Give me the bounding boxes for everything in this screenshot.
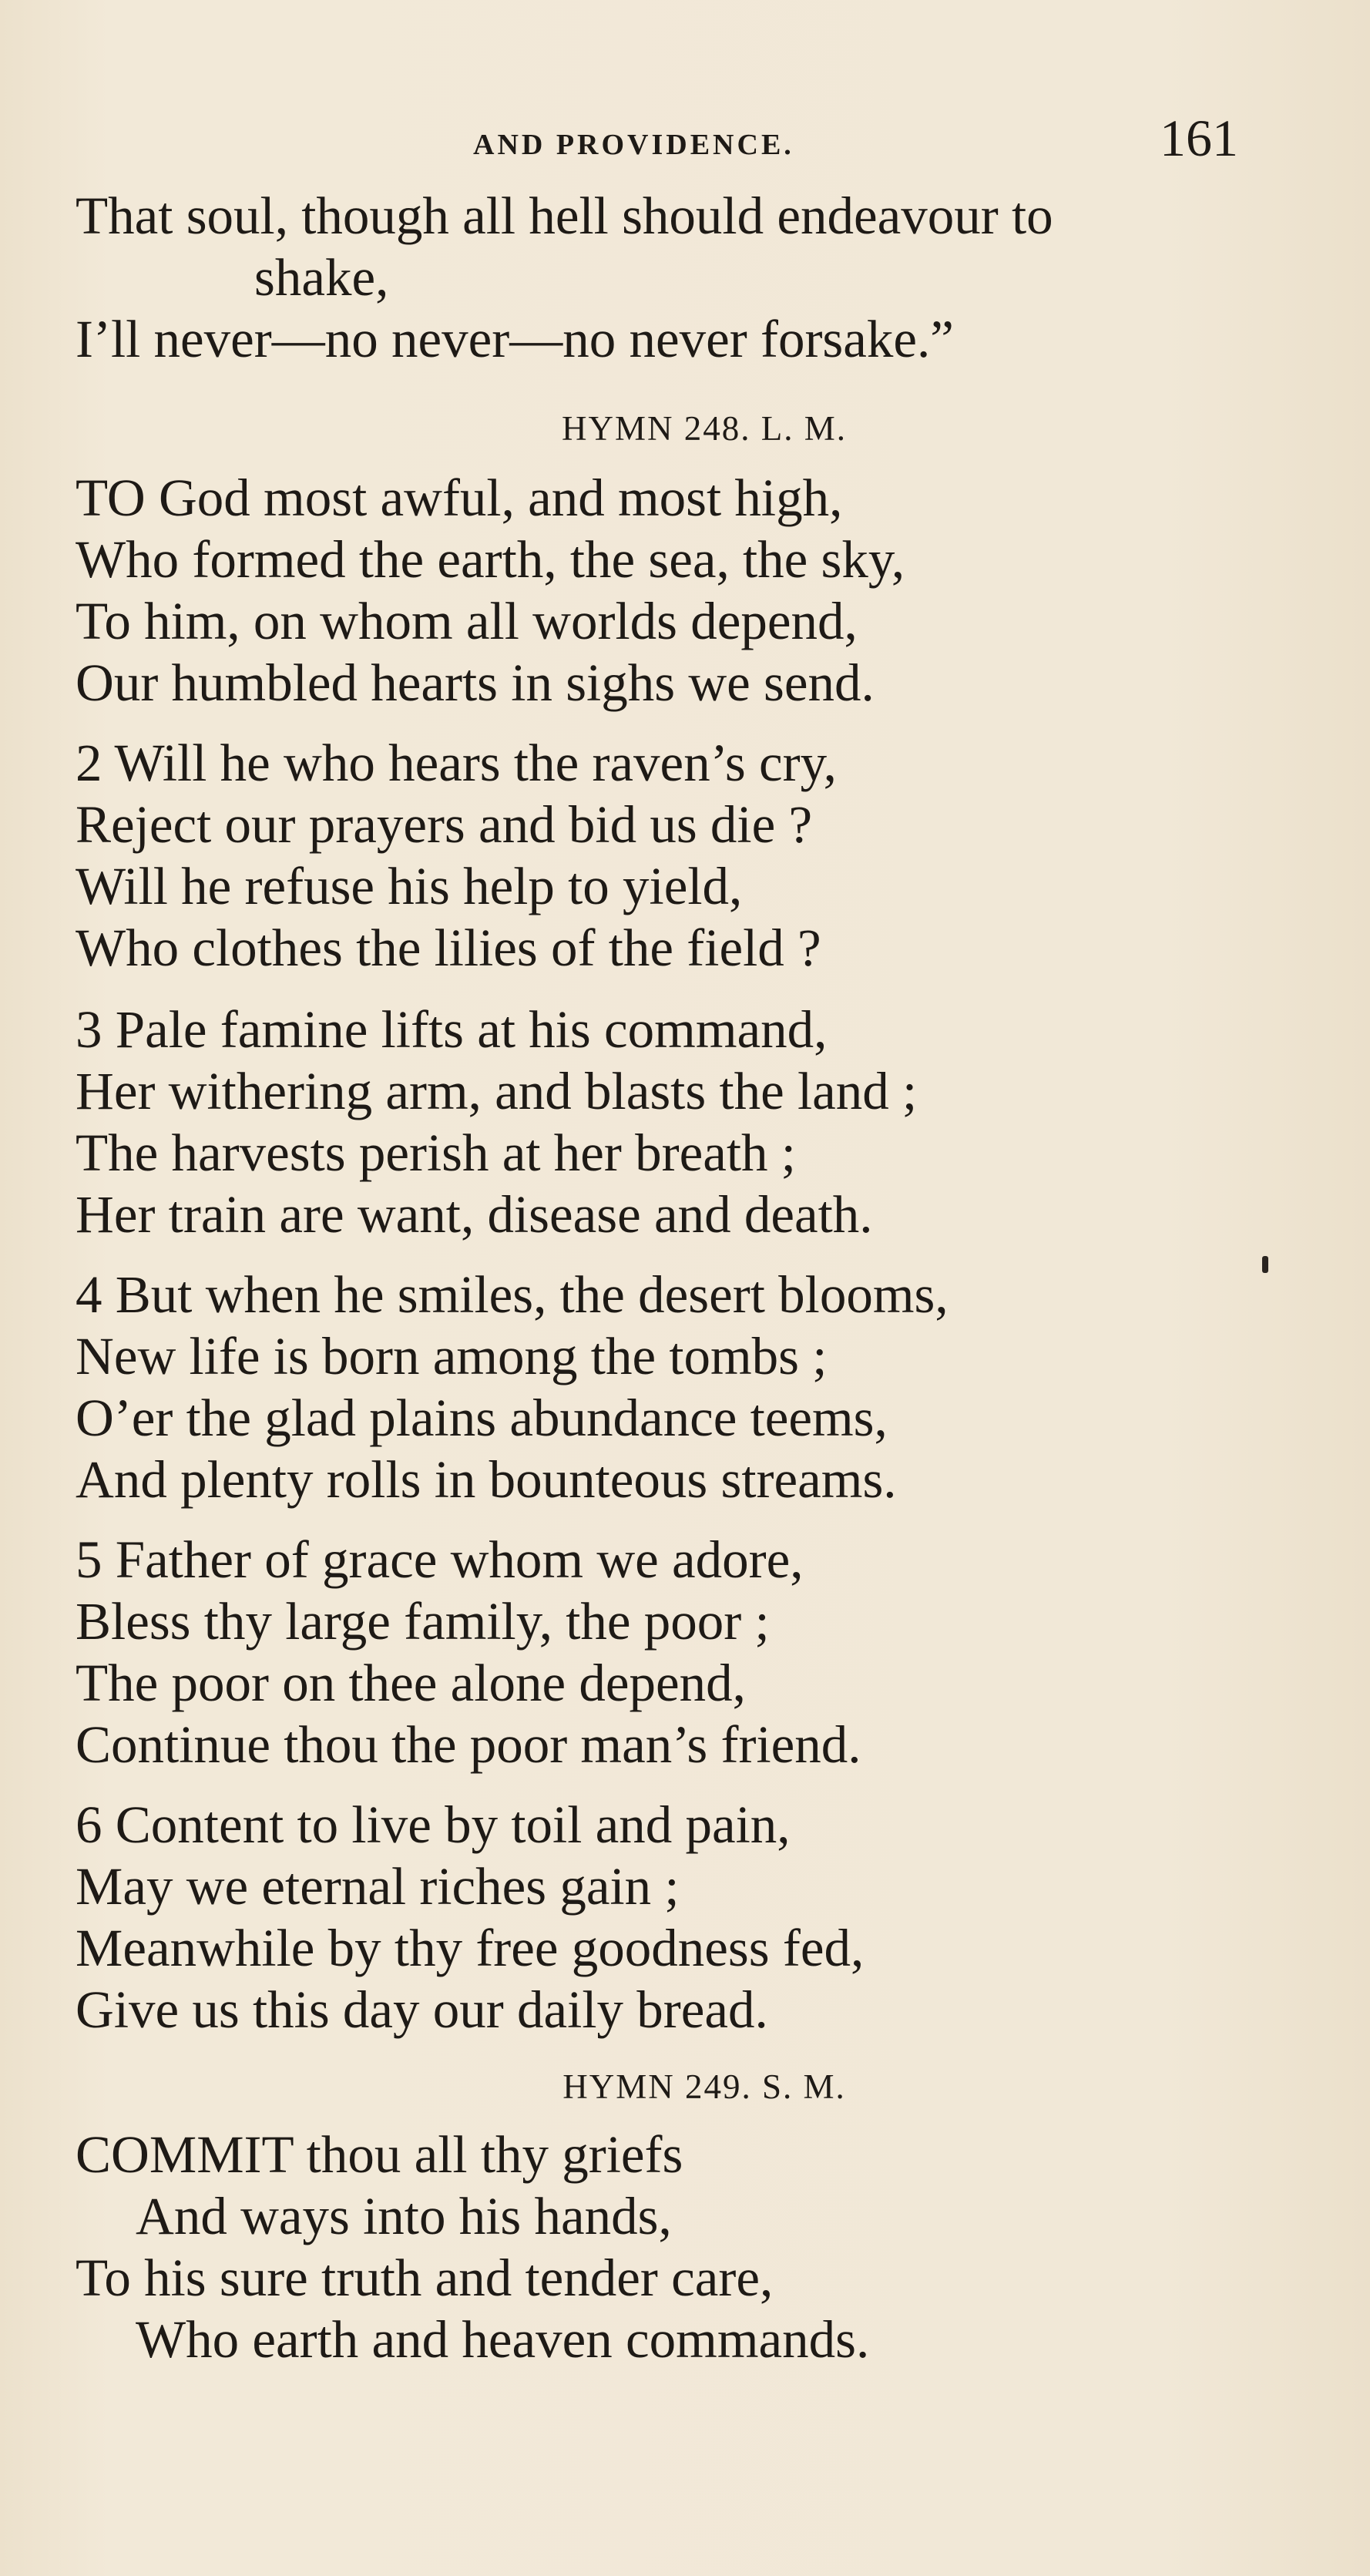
verse-line: And ways into his hands, xyxy=(136,2187,672,2245)
verse-line: 5 Father of grace whom we adore, xyxy=(76,1530,804,1589)
verse-line: Give us this day our daily bread. xyxy=(76,1980,768,2039)
verse-line: And plenty rolls in bounteous streams. xyxy=(76,1450,897,1509)
verse-line: Bless thy large family, the poor ; xyxy=(76,1592,770,1651)
verse-line: Our humbled hearts in sighs we send. xyxy=(76,653,875,712)
verse-line: May we eternal riches gain ; xyxy=(76,1857,680,1916)
verse-line: 3 Pale famine lifts at his command, xyxy=(76,1000,828,1059)
continuation-line: That soul, though all hell should endeavour to xyxy=(76,186,1053,245)
hymn-heading: HYMN 249. S. M. xyxy=(562,2067,846,2106)
verse-line: 2 Will he who hears the raven’s cry, xyxy=(76,734,837,792)
verse-line: Will he refuse his help to yield, xyxy=(76,857,743,915)
verse-line: New life is born among the tombs ; xyxy=(76,1327,828,1385)
verse-line: The poor on thee alone depend, xyxy=(76,1654,746,1712)
verse-line: Who formed the earth, the sea, the sky, xyxy=(76,530,905,589)
verse-line: To his sure truth and tender care, xyxy=(76,2249,774,2307)
verse-line: Continue thou the poor man’s friend. xyxy=(76,1715,861,1774)
verse-line: TO God most awful, and most high, xyxy=(76,469,843,527)
verse-line: Her withering arm, and blasts the land ; xyxy=(76,1062,918,1120)
running-head: AND PROVIDENCE. xyxy=(473,129,794,161)
ink-speck xyxy=(1262,1256,1268,1273)
verse-line: Her train are want, disease and death. xyxy=(76,1185,873,1244)
verse-line: Reject our prayers and bid us die ? xyxy=(76,795,813,854)
verse-line: 6 Content to live by toil and pain, xyxy=(76,1795,791,1854)
verse-line: Who earth and heaven commands. xyxy=(136,2310,870,2369)
verse-line: COMMIT thou all thy griefs xyxy=(76,2125,683,2184)
verse-line: O’er the glad plains abundance teems, xyxy=(76,1389,888,1447)
verse-line: To him, on whom all worlds depend, xyxy=(76,592,858,650)
continuation-line: I’ll never—no never—no never forsake.” xyxy=(76,310,954,368)
continuation-line: shake, xyxy=(254,248,389,307)
verse-line: 4 But when he smiles, the desert blooms, xyxy=(76,1265,949,1324)
verse-line: Who clothes the lilies of the field ? xyxy=(76,919,821,977)
hymn-heading: HYMN 248. L. M. xyxy=(561,409,847,448)
page-number: 161 xyxy=(1160,109,1238,167)
verse-line: The harvests perish at her breath ; xyxy=(76,1123,796,1182)
page-header xyxy=(0,108,1370,177)
verse-line: Meanwhile by thy free goodness fed, xyxy=(76,1919,865,1977)
